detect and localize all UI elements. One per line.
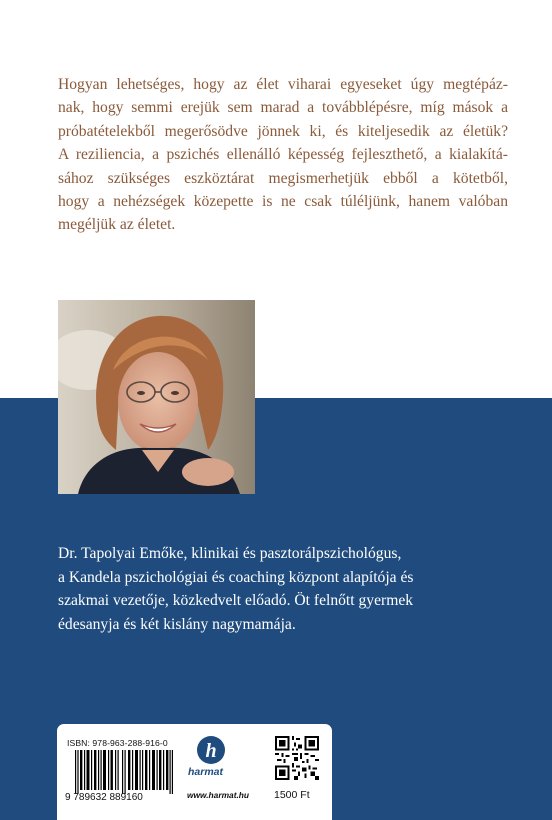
blurb-line: megéljük az életet. bbox=[58, 216, 176, 234]
price-label: 1500 Ft bbox=[274, 789, 310, 801]
isbn-text: ISBN: 978-963-288-916-0 bbox=[67, 738, 168, 748]
bio-line: édesanyja és két kislány nagymamája. bbox=[58, 615, 296, 633]
blurb-line: Hogyan lehetséges, hogy az élet viharai egyeseket úgy megtépáz- bbox=[58, 76, 508, 93]
ean-digits: 9 789632 889160 bbox=[65, 792, 143, 803]
publisher-website: www.harmat.hu bbox=[187, 790, 250, 800]
blurb-line: hogy a nehézségek közepette is ne csak túléljünk, hanem valóban bbox=[58, 193, 508, 211]
bio-line: Dr. Tapolyai Emőke, klinikai és pasztorálpszichológus, bbox=[58, 545, 402, 562]
bio-line: a Kandela pszichológiai és coaching központ alapítója és bbox=[58, 568, 414, 586]
blurb-line: próbatételekből megerősödve jönnek ki, és kiteljesedik az életük? bbox=[58, 122, 508, 140]
blurb-line: nak, hogy semmi erejük sem marad a továbblépésre, míg mások a bbox=[58, 99, 508, 117]
publisher-name: harmat bbox=[188, 766, 224, 778]
portrait-illustration bbox=[58, 300, 255, 494]
logo-letter: h bbox=[205, 740, 217, 762]
barcode-panel bbox=[57, 724, 332, 820]
blurb-line: A reziliencia, a pszichés ellenálló képesség fejleszthető, a kialakítá- bbox=[58, 146, 508, 164]
author-bio bbox=[58, 542, 478, 636]
qr-code-icon bbox=[275, 736, 319, 780]
author-portrait bbox=[58, 300, 255, 494]
bio-line: szakmai vezetője, közkedvelt előadó. Öt felnőtt gyermek bbox=[58, 592, 414, 610]
blurb-line: sához szükséges eszköztárat megismerhetjük ebből a kötetből, bbox=[58, 169, 508, 187]
ean-barcode bbox=[75, 750, 173, 794]
back-cover-blurb bbox=[58, 73, 508, 237]
